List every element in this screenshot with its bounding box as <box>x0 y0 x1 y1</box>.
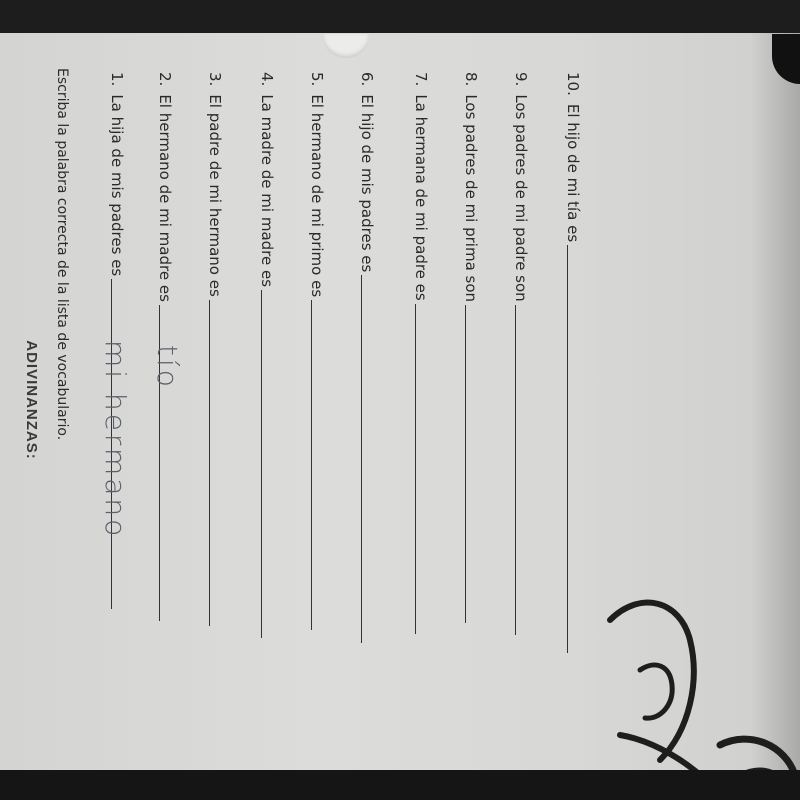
question-text: La hija de mis padres es <box>108 94 126 277</box>
question-number: 5. <box>308 72 326 87</box>
question-text: Los padres de mi prima son <box>462 94 480 303</box>
question-8 <box>462 72 484 623</box>
question-text: El hermano de mi primo es <box>308 94 326 298</box>
question-10 <box>564 72 586 653</box>
answer-line[interactable] <box>515 305 518 635</box>
answer-line[interactable] <box>261 290 264 638</box>
worksheet-title: ADIVINANZAS: <box>23 340 40 460</box>
question-number: 4. <box>258 72 276 87</box>
question-7 <box>412 72 434 634</box>
worksheet-instruction: Escriba la palabra correcta de la lista de vocabulario. <box>54 68 70 441</box>
doodle-drawing <box>600 560 800 800</box>
table-edge-bottom <box>0 770 800 800</box>
question-9 <box>512 72 534 635</box>
question-text: El padre de mi hermano es <box>206 94 224 297</box>
question-text: La hermana de mi padre es <box>412 94 430 301</box>
answer-line[interactable] <box>311 300 314 630</box>
question-number: 7. <box>412 72 430 87</box>
question-text: La madre de mi madre es <box>258 94 276 288</box>
handwritten-answer-2: tío <box>151 345 184 390</box>
answer-line[interactable] <box>361 275 364 643</box>
question-number: 1. <box>108 72 126 87</box>
question-number: 10. <box>564 72 582 96</box>
question-5 <box>308 72 330 630</box>
question-text: El hermano de mi madre es <box>156 94 174 302</box>
question-number: 6. <box>358 72 376 87</box>
question-number: 9. <box>512 72 530 87</box>
question-6 <box>358 72 380 643</box>
answer-line[interactable] <box>567 245 570 653</box>
question-number: 2. <box>156 72 174 87</box>
question-text: Los padres de mi padre son <box>512 94 530 302</box>
question-4 <box>258 72 280 638</box>
question-number: 3. <box>206 72 224 87</box>
answer-line[interactable] <box>209 300 212 626</box>
question-text: El hijo de mis padres es <box>358 94 376 273</box>
question-text: El hijo de mi tía es <box>564 103 582 243</box>
answer-line[interactable] <box>415 304 418 634</box>
question-3 <box>206 72 228 626</box>
question-number: 8. <box>462 72 480 87</box>
handwritten-answer-1: mi hermano <box>99 340 132 540</box>
answer-line[interactable] <box>465 305 468 623</box>
